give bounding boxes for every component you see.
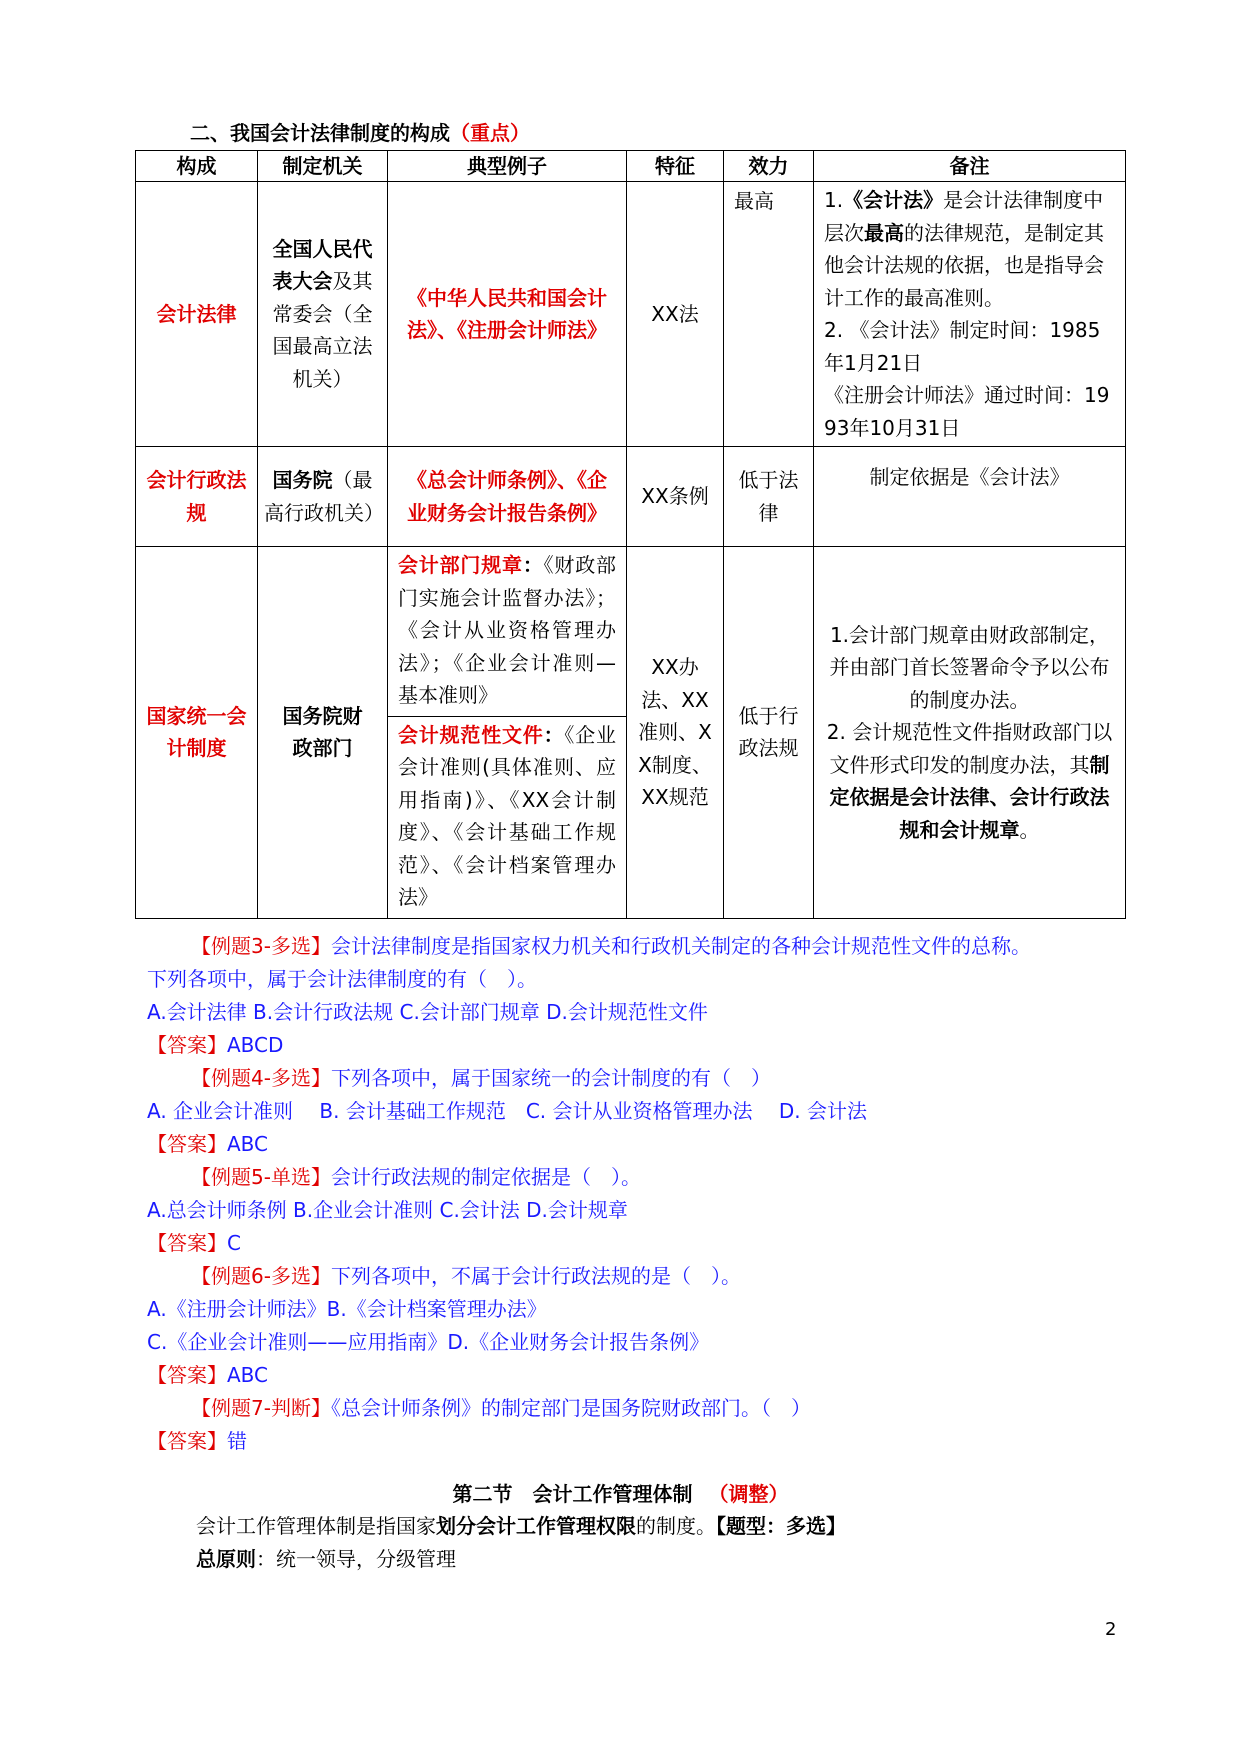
cell-example: 《中华人民共和国会计法》、《注册会计师法》 (388, 182, 627, 447)
section-title (0, 1478, 1241, 1510)
example-tag: 【例题7-判断】 (191, 1396, 331, 1420)
cell-type: 国家统一会计制度 (136, 547, 258, 919)
header-example: 典型例子 (388, 151, 627, 182)
note-text: 其 (1069, 752, 1090, 777)
example-3-question (191, 930, 1031, 963)
table-header-row (136, 151, 1126, 182)
example-5-options: A.总会计师条例 B.企业会计准则 C.会计法 D.会计规章 (147, 1198, 628, 1222)
example-tag: 【例题4-多选】 (191, 1066, 331, 1090)
principle-label: 总原则 (196, 1547, 256, 1571)
note-text: 2. 会计规范性文件指财政部门以文件形式印发的制度办法， (826, 720, 1113, 777)
header-note: 备注 (814, 151, 1126, 182)
normative-docs (388, 716, 626, 918)
example-question: 下列各项中，属于国家统一的会计制度的有（ ） (330, 1066, 771, 1090)
example-tag: 【例题3-多选】 (191, 934, 331, 958)
cell-type: 会计行政法规 (136, 447, 258, 547)
header-type: 构成 (136, 151, 258, 182)
note-bold: 制定依据是会计法律、会计行政法规和会计规章 (829, 752, 1110, 842)
header-effect: 效力 (724, 151, 814, 182)
example-question: 下列各项中，不属于会计行政法规的是（ ）。 (330, 1264, 741, 1288)
cell-note: 制定依据是《会计法》 (814, 447, 1126, 547)
answer-label: 【答案】 (147, 1132, 227, 1156)
dept-rules-label: 会计部门规章 (398, 553, 523, 577)
cell-note (814, 182, 1126, 447)
cell-org: 国务院财政部门 (258, 547, 388, 919)
section-definition (196, 1510, 846, 1543)
dept-rules-text: 《财政部门实施会计监督办法》；《会计从业资格管理办法》；《企业会计准则—基本准则》 (398, 553, 617, 707)
example-3-options: A.会计法律 B.会计行政法规 C.会计部门规章 D.会计规范性文件 (147, 1000, 708, 1024)
org-bold: 全国人民代表大会 (272, 236, 373, 294)
answer-label: 【答案】 (147, 1363, 227, 1387)
normative-docs-colon: ： (543, 722, 565, 747)
example-question: 会计法律制度是指国家权力机关和行政机关制定的各种会计规范性文件的总称。 (330, 934, 1031, 958)
answer-value: 错 (227, 1429, 247, 1453)
answer-value: ABCD (227, 1033, 284, 1057)
note-bold: 最高 (864, 220, 904, 245)
example-7-answer (147, 1425, 247, 1458)
note-bold: 《会计法》 (843, 188, 944, 212)
example-3-answer (147, 1029, 283, 1062)
header-feature: 特征 (627, 151, 724, 182)
cell-effect: 低于行政法规 (724, 547, 814, 919)
cell-type: 会计法律 (136, 182, 258, 447)
example-3-question-cont: 下列各项中，属于会计法律制度的有（ ）。 (147, 967, 537, 991)
answer-label: 【答案】 (147, 1033, 227, 1057)
header-org: 制定机关 (258, 151, 388, 182)
example-question: 会计行政法规的制定依据是（ ）。 (330, 1165, 641, 1189)
page-number: 2 (1105, 1619, 1117, 1640)
cell-feature: XX法 (627, 182, 724, 447)
cell-feature: XX条例 (627, 447, 724, 547)
definition-bold: 划分会计工作管理权限 (436, 1514, 636, 1538)
table-row (136, 447, 1126, 547)
example-tag: 【例题5-单选】 (191, 1165, 331, 1189)
example-4-answer (147, 1128, 268, 1161)
example-7-question (191, 1392, 811, 1425)
normative-docs-text: 《企业会计准则(具体准则、应用指南)》、《XX会计制度》、《会计基础工作规范》、《会计档案管理办法》 (398, 722, 617, 909)
cell-org (258, 447, 388, 547)
definition-text: 的制度。 (636, 1514, 716, 1538)
heading-text: 二、我国会计法律制度的构成 (190, 121, 450, 145)
note-text: 《注册会计师法》通过时间：1993年10月31日 (824, 383, 1110, 440)
answer-label: 【答案】 (147, 1231, 227, 1255)
note-text: 的法律规范，是制定其他会计法规的依据，也是指导会计工作的最高准则。 (824, 220, 1104, 310)
note-text: 是会计法律制度中层次 (824, 188, 1104, 245)
heading-tag: （重点） (450, 121, 530, 145)
principle-text: ：统一领导，分级管理 (256, 1547, 456, 1571)
example-6-answer (147, 1359, 268, 1392)
example-5-question (191, 1161, 641, 1194)
example-4-options: A. 企业会计准则 B. 会计基础工作规范 C. 会计从业资格管理办法 D. 会计法 (147, 1099, 867, 1123)
question-type: 【题型：多选】 (716, 1514, 846, 1538)
answer-value: C (227, 1231, 241, 1255)
cell-feature: XX办法、XX准则、XX制度、XX规范 (627, 547, 724, 919)
normative-docs-label: 会计规范性文件 (398, 722, 544, 747)
section-tag: （调整） (708, 1482, 789, 1506)
example-6-options-2: C.《企业会计准则——应用指南》D.《企业财务会计报告条例》 (147, 1330, 710, 1354)
definition-text: 会计工作管理体制是指国家 (196, 1514, 436, 1538)
org-rest: （最高行政机关） (264, 468, 384, 525)
note-text: 。 (1019, 817, 1040, 842)
dept-rules-colon: ： (522, 553, 544, 577)
section-title-text: 第二节 会计工作管理体制 (452, 1482, 693, 1506)
section-heading (190, 118, 530, 148)
table-row (136, 547, 1126, 919)
cell-effect: 低于法律 (724, 447, 814, 547)
cell-example-split (388, 547, 627, 919)
dept-rules (388, 547, 626, 716)
example-question: 《总会计师条例》的制定部门是国务院财政部门。（ ） (330, 1396, 811, 1420)
cell-effect: 最高 (724, 182, 814, 447)
example-6-question (191, 1260, 741, 1293)
example-5-answer (147, 1227, 241, 1260)
org-rest: 及其常委会（全国最高立法机关） (272, 269, 373, 391)
example-6-options-1: A.《注册会计师法》B.《会计档案管理办法》 (147, 1297, 547, 1321)
table-row (136, 182, 1126, 447)
example-4-question (191, 1062, 771, 1095)
example-tag: 【例题6-多选】 (191, 1264, 331, 1288)
org-bold: 国务院 (272, 468, 333, 492)
cell-example: 《总会计师条例》、《企业财务会计报告条例》 (388, 447, 627, 547)
note-text: 1.会计部门规章由财政部制定，并由部门首长签署命令予以公布的制度办法。 (829, 622, 1110, 712)
answer-label: 【答案】 (147, 1429, 227, 1453)
cell-org (258, 182, 388, 447)
cell-note (814, 547, 1126, 919)
note-text: 2. 《会计法》制定时间：1985年1月21日 (824, 318, 1101, 375)
section-principle (196, 1543, 456, 1576)
note-text: 1. (824, 188, 844, 212)
answer-value: ABC (227, 1363, 269, 1387)
answer-value: ABC (227, 1132, 269, 1156)
law-structure-table (135, 150, 1126, 919)
